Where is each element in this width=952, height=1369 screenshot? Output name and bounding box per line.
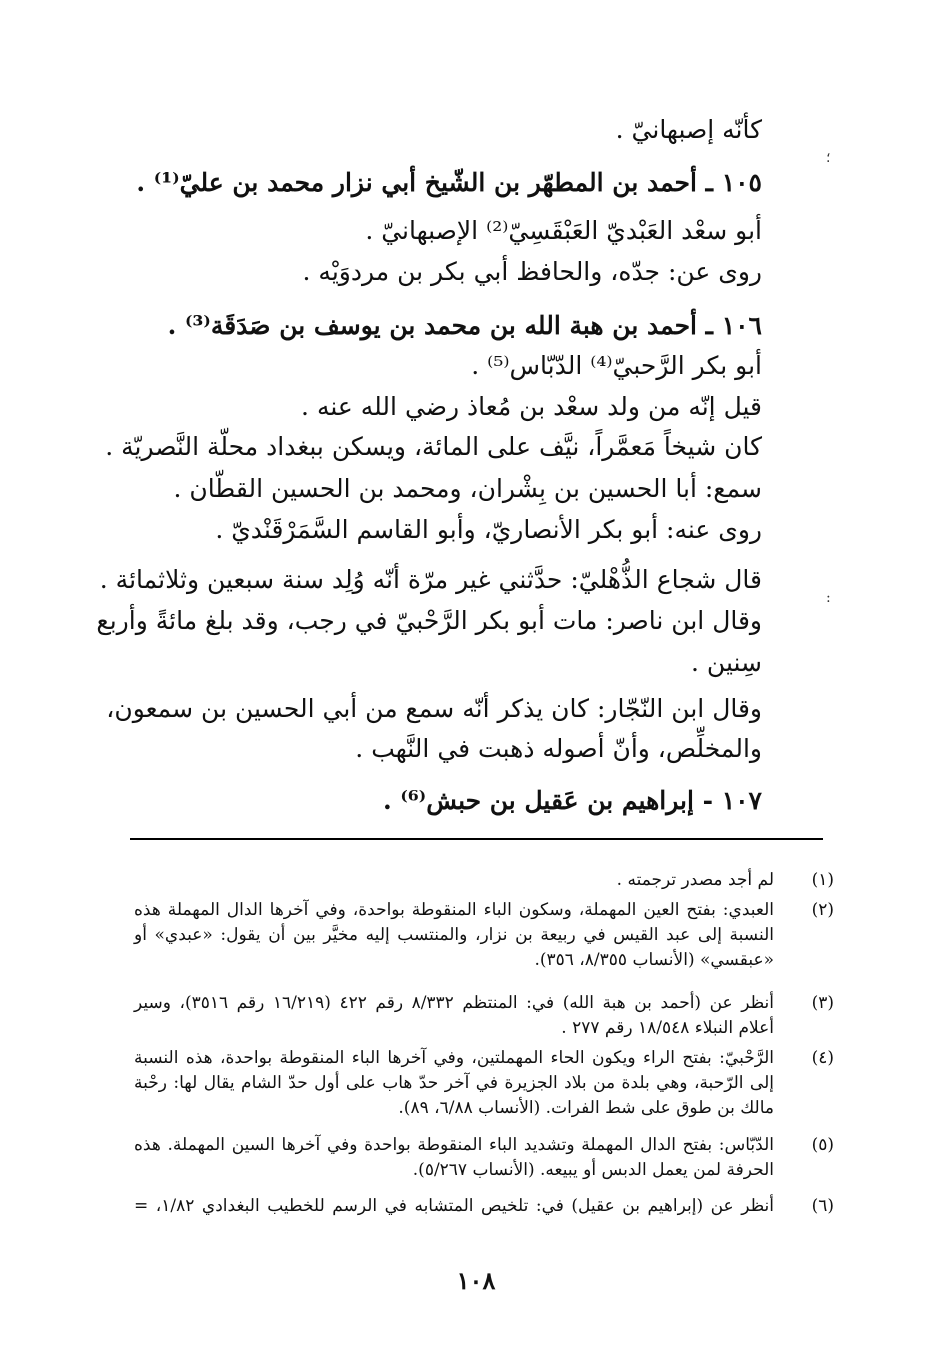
footnote-6 [134,1194,834,1219]
entry-heading-105: ١٠٥ ـ أحمد بن المطهّر بن الشّيخ أبي نزار محمد بن عليّ⁽¹⁾ . [136,168,762,197]
text-line: سِنين . [691,648,762,677]
footnote-line: الحرفة لمن يعمل الدبس أو يبيعه. (الأنساب ٥/٢٦٧). [412,1160,774,1180]
footnote-line: أعلام النبلاء ١٨/٥٤٨ رقم ٢٧٧ . [561,1018,774,1038]
footnote-line: «عبقسي» (الأنساب ٨/٣٥٥، ٣٥٦). [534,950,774,970]
footnote-line: إلى الرّحبة، وهي بلدة من بلاد الجزيرة في آخر حدّ هاب على أول حدّ الشام يقال لها: رحْبة [134,1073,774,1093]
footnote-line: العبدي: بفتح العين المهملة، وسكون الباء المنقوطة بواحدة، وفي آخرها الدال المهملة هذه [134,900,774,920]
text-line: والمخلِّص، وأنّ أصوله ذهبت في النَّهب . [355,734,762,763]
footnote-4 [134,1046,834,1121]
text-line: وقال ابن ناصر: مات أبو بكر الرَّحْبيّ في رجب، وقد بلغ مائةً وأربع [96,606,762,635]
footnote-line: الدّبّاس: بفتح الدال المهملة وتشديد الباء المنقوطة بواحدة وفي آخرها السين المهملة. هذه [134,1135,774,1155]
footnote-number: (١) [811,870,834,890]
text-line: قال شجاع الذُّهْليّ: حدَّثني غير مرّة أنّه وُلِد سنة سبعين وثلاثمائة . [99,565,762,594]
entry-heading-106: ١٠٦ ـ أحمد بن هبة الله بن محمد بن يوسف بن صَدَقَة⁽³⁾ . [167,311,762,340]
footnote-line: الرَّحْبيّ: بفتح الراء ويكون الحاء المهملتين، وفي آخرها الباء المنقوطة بواحدة، هذه النسبة [134,1048,774,1068]
footnote-2 [134,898,834,973]
text-line: أبو بكر الرَّحبيّ⁽⁴⁾ الدّبّاس⁽⁵⁾ . [471,351,762,380]
text-line: وقال ابن النّجّار: كان يذكر أنّه سمع من أبي الحسين بن سمعون، [106,694,762,723]
text-line: روى عنه: أبو بكر الأنصاريّ، وأبو القاسم السَّمَرْقَنْديّ . [215,515,762,544]
footnote-number: (٦) [811,1196,834,1216]
text-line: قيل إنّه من ولد سعْد بن مُعاذ رضي الله عنه . [301,392,762,421]
text-line: كان شيخاً مَعمَّراً، نيَّف على المائة، ويسكن ببغداد محلّة النَّصريّة . [105,432,762,461]
text-line: سمع: أبا الحسين بن بِشْران، ومحمد بن الحسين القطّان . [173,474,762,503]
footnote-line: أنظر عن (أحمد بن هبة الله) في: المنتظم ٨/٣٣٢ رقم ٤٢٢ (١٦/٢١٩ رقم ٣٥١٦)، وسير [134,993,774,1013]
margin-mark: : [826,590,831,606]
footnote-1 [134,868,834,893]
footnote-line: أنظر عن (إبراهيم بن عقيل) في: تلخيص المتشابه في الرسم للخطيب البغدادي ١/٨٢، = [134,1196,775,1216]
text-line: كأنّه إصبهانيّ . [615,115,762,144]
entry-heading-107: ١٠٧ - إبراهيم بن عَقيل بن حبش⁽⁶⁾ . [382,786,762,815]
text-line: روى عن: جدّه، والحافظ أبي بكر بن مردوَيْه . [302,257,762,286]
footnote-line: النسبة إلى عبد القيس في ربيعة بن نزار، والمنتسب إليه مخيَّر بين أن يقول: «عبدي» أو [134,925,774,945]
footnote-number: (٣) [811,993,834,1013]
footnote-number: (٥) [811,1135,834,1155]
footnote-separator [130,838,823,840]
footnote-number: (٢) [811,900,834,920]
footnote-line: مالك بن طوق على شط الفرات. (الأنساب ٦/٨٨، ٨٩). [398,1098,774,1118]
footnote-number: (٤) [811,1048,834,1068]
footnote-5 [134,1133,834,1183]
margin-mark: ؛ [826,150,831,166]
text-line: أبو سعْد العَبْديّ العَبْقَسِيّ⁽²⁾ الإصبهانيّ . [365,216,762,245]
page-number: ١٠٨ [456,1266,496,1295]
footnote-line: لم أجد مصدر ترجمته . [616,870,774,890]
footnote-3 [134,991,834,1041]
